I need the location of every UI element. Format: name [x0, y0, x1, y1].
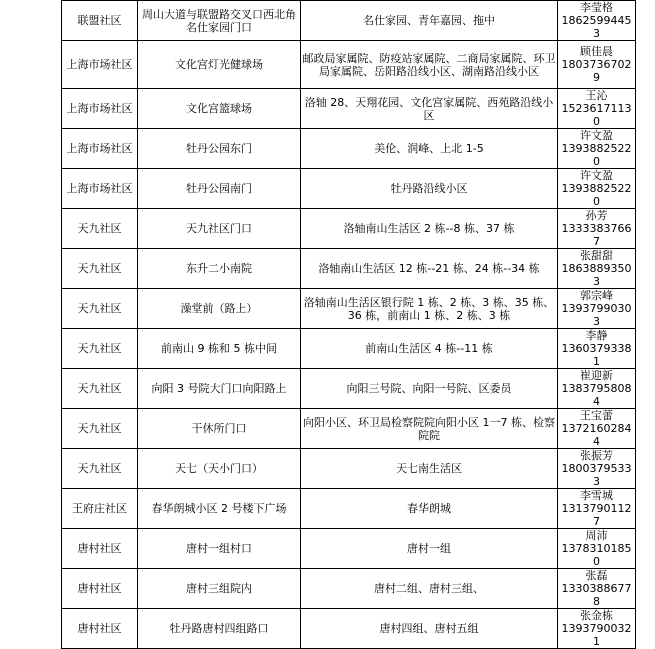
contact-phone: 13938825220	[561, 182, 632, 208]
community-cell: 天九社区	[62, 289, 138, 329]
community-cell: 唐村社区	[62, 529, 138, 569]
contact-phone: 13603793381	[561, 342, 632, 368]
contact-name: 李莹格	[580, 1, 613, 14]
service-area-cell: 洛轴南山生活区 2 栋--8 栋、37 栋	[301, 209, 558, 249]
service-area-cell: 向阳小区、环卫局检察院院向阳小区 1一7 栋、检察院院	[301, 409, 558, 449]
contact-name: 李雪城	[580, 489, 613, 502]
location-cell: 天九社区门口	[138, 209, 301, 249]
testing-site-table	[61, 0, 636, 649]
contact-phone: 13333837667	[561, 222, 632, 248]
community-cell: 天九社区	[62, 249, 138, 289]
service-area-cell: 牡丹路沿线小区	[301, 169, 558, 209]
table-row	[62, 329, 636, 369]
location-cell: 唐村三组院内	[138, 569, 301, 609]
contact-name: 王宝蕾	[580, 409, 613, 422]
community-cell: 上海市场社区	[62, 89, 138, 129]
contact-name: 王沁	[585, 89, 608, 102]
table-row	[62, 1, 636, 41]
service-area-cell: 洛轴南山生活区银行院 1 栋、2 栋、3 栋、35 栋、36 栋，前南山 1 栋、2 栋、3 栋	[301, 289, 558, 329]
table-row	[62, 41, 636, 89]
location-cell: 东升二小南院	[138, 249, 301, 289]
contact-name: 顾佳晨	[580, 45, 613, 58]
contact-name: 张磊	[585, 569, 608, 582]
contact-cell	[558, 409, 636, 449]
contact-phone: 13837958084	[561, 382, 632, 408]
community-cell: 王府庄社区	[62, 489, 138, 529]
community-cell: 天九社区	[62, 369, 138, 409]
service-area-cell: 洛轴南山生活区 12 栋--21 栋、24 栋--34 栋	[301, 249, 558, 289]
contact-phone: 18625994453	[561, 14, 632, 40]
service-area-cell: 前南山生活区 4 栋--11 栋	[301, 329, 558, 369]
community-cell: 天九社区	[62, 449, 138, 489]
table-row	[62, 449, 636, 489]
location-cell: 文化宫篮球场	[138, 89, 301, 129]
contact-cell	[558, 369, 636, 409]
location-cell: 干休所门口	[138, 409, 301, 449]
contact-phone: 13783101850	[561, 542, 632, 568]
service-area-cell: 唐村二组、唐村三组、	[301, 569, 558, 609]
contact-name: 张甜甜	[580, 249, 613, 262]
service-area-cell: 名仕家园、青年嘉园、拖中	[301, 1, 558, 41]
location-cell: 春华朗城小区 2 号楼下广场	[138, 489, 301, 529]
contact-phone: 13137901127	[561, 502, 632, 528]
community-cell: 天九社区	[62, 329, 138, 369]
table-row	[62, 609, 636, 649]
community-cell: 唐村社区	[62, 569, 138, 609]
table-row	[62, 489, 636, 529]
location-cell: 牡丹公园南门	[138, 169, 301, 209]
service-area-cell: 天七南生活区	[301, 449, 558, 489]
table-row	[62, 209, 636, 249]
community-cell: 唐村社区	[62, 609, 138, 649]
community-cell: 天九社区	[62, 409, 138, 449]
community-cell: 上海市场社区	[62, 41, 138, 89]
contact-cell	[558, 609, 636, 649]
location-cell: 前南山 9 栋和 5 栋中间	[138, 329, 301, 369]
location-cell: 文化宫灯光健球场	[138, 41, 301, 89]
service-area-cell: 美伦、润峰、上北 1-5	[301, 129, 558, 169]
contact-cell	[558, 569, 636, 609]
table-row	[62, 89, 636, 129]
table-row	[62, 249, 636, 289]
table-row	[62, 529, 636, 569]
contact-name: 许文盈	[580, 129, 613, 142]
contact-cell	[558, 249, 636, 289]
contact-cell	[558, 1, 636, 41]
contact-cell	[558, 489, 636, 529]
community-cell: 上海市场社区	[62, 129, 138, 169]
contact-cell	[558, 169, 636, 209]
contact-phone: 15236171130	[561, 102, 632, 128]
contact-name: 许文盈	[580, 169, 613, 182]
contact-phone: 13938825220	[561, 142, 632, 168]
table-row	[62, 169, 636, 209]
community-cell: 上海市场社区	[62, 169, 138, 209]
location-cell: 唐村一组村口	[138, 529, 301, 569]
table-row	[62, 129, 636, 169]
contact-name: 张振芳	[580, 449, 613, 462]
contact-cell	[558, 329, 636, 369]
contact-cell	[558, 449, 636, 489]
contact-cell	[558, 289, 636, 329]
contact-cell	[558, 529, 636, 569]
contact-phone: 13303886778	[561, 582, 632, 608]
community-cell: 联盟社区	[62, 1, 138, 41]
contact-cell	[558, 129, 636, 169]
service-area-cell: 春华朗城	[301, 489, 558, 529]
contact-phone: 18003795333	[561, 462, 632, 488]
table-row	[62, 569, 636, 609]
contact-phone: 18037367029	[561, 58, 632, 84]
location-cell: 周山大道与联盟路交叉口西北角名仕家园门口	[138, 1, 301, 41]
community-cell: 天九社区	[62, 209, 138, 249]
table-row	[62, 409, 636, 449]
location-cell: 澡堂前（路上）	[138, 289, 301, 329]
contact-phone: 18638893503	[561, 262, 632, 288]
location-cell: 天七（天小门口）	[138, 449, 301, 489]
table-row	[62, 289, 636, 329]
contact-cell	[558, 209, 636, 249]
contact-name: 崔迎新	[580, 369, 613, 382]
service-area-cell: 邮政局家属院、防疫站家属院、二商局家属院、环卫局家属院、岳阳路沿线小区、湖南路沿线小区	[301, 41, 558, 89]
contact-phone: 13937990303	[561, 302, 632, 328]
service-area-cell: 唐村一组	[301, 529, 558, 569]
contact-phone: 13937900321	[561, 622, 632, 648]
service-area-cell: 唐村四组、唐村五组	[301, 609, 558, 649]
location-cell: 牡丹公园东门	[138, 129, 301, 169]
contact-name: 张金栋	[580, 609, 613, 622]
contact-name: 郭宗峰	[580, 289, 613, 302]
location-cell: 牡丹路唐村四组路口	[138, 609, 301, 649]
location-cell: 向阳 3 号院大门口向阳路上	[138, 369, 301, 409]
table-body	[62, 1, 636, 649]
contact-name: 周沛	[585, 529, 608, 542]
service-area-cell: 向阳三号院、向阳一号院、区委员	[301, 369, 558, 409]
contact-cell	[558, 89, 636, 129]
table-row	[62, 369, 636, 409]
contact-cell	[558, 41, 636, 89]
contact-name: 孙芳	[585, 209, 608, 222]
contact-phone: 13721602844	[561, 422, 632, 448]
service-area-cell: 洛轴 28、天翔花园、文化宫家属院、西苑路沿线小区	[301, 89, 558, 129]
contact-name: 李静	[585, 329, 608, 342]
